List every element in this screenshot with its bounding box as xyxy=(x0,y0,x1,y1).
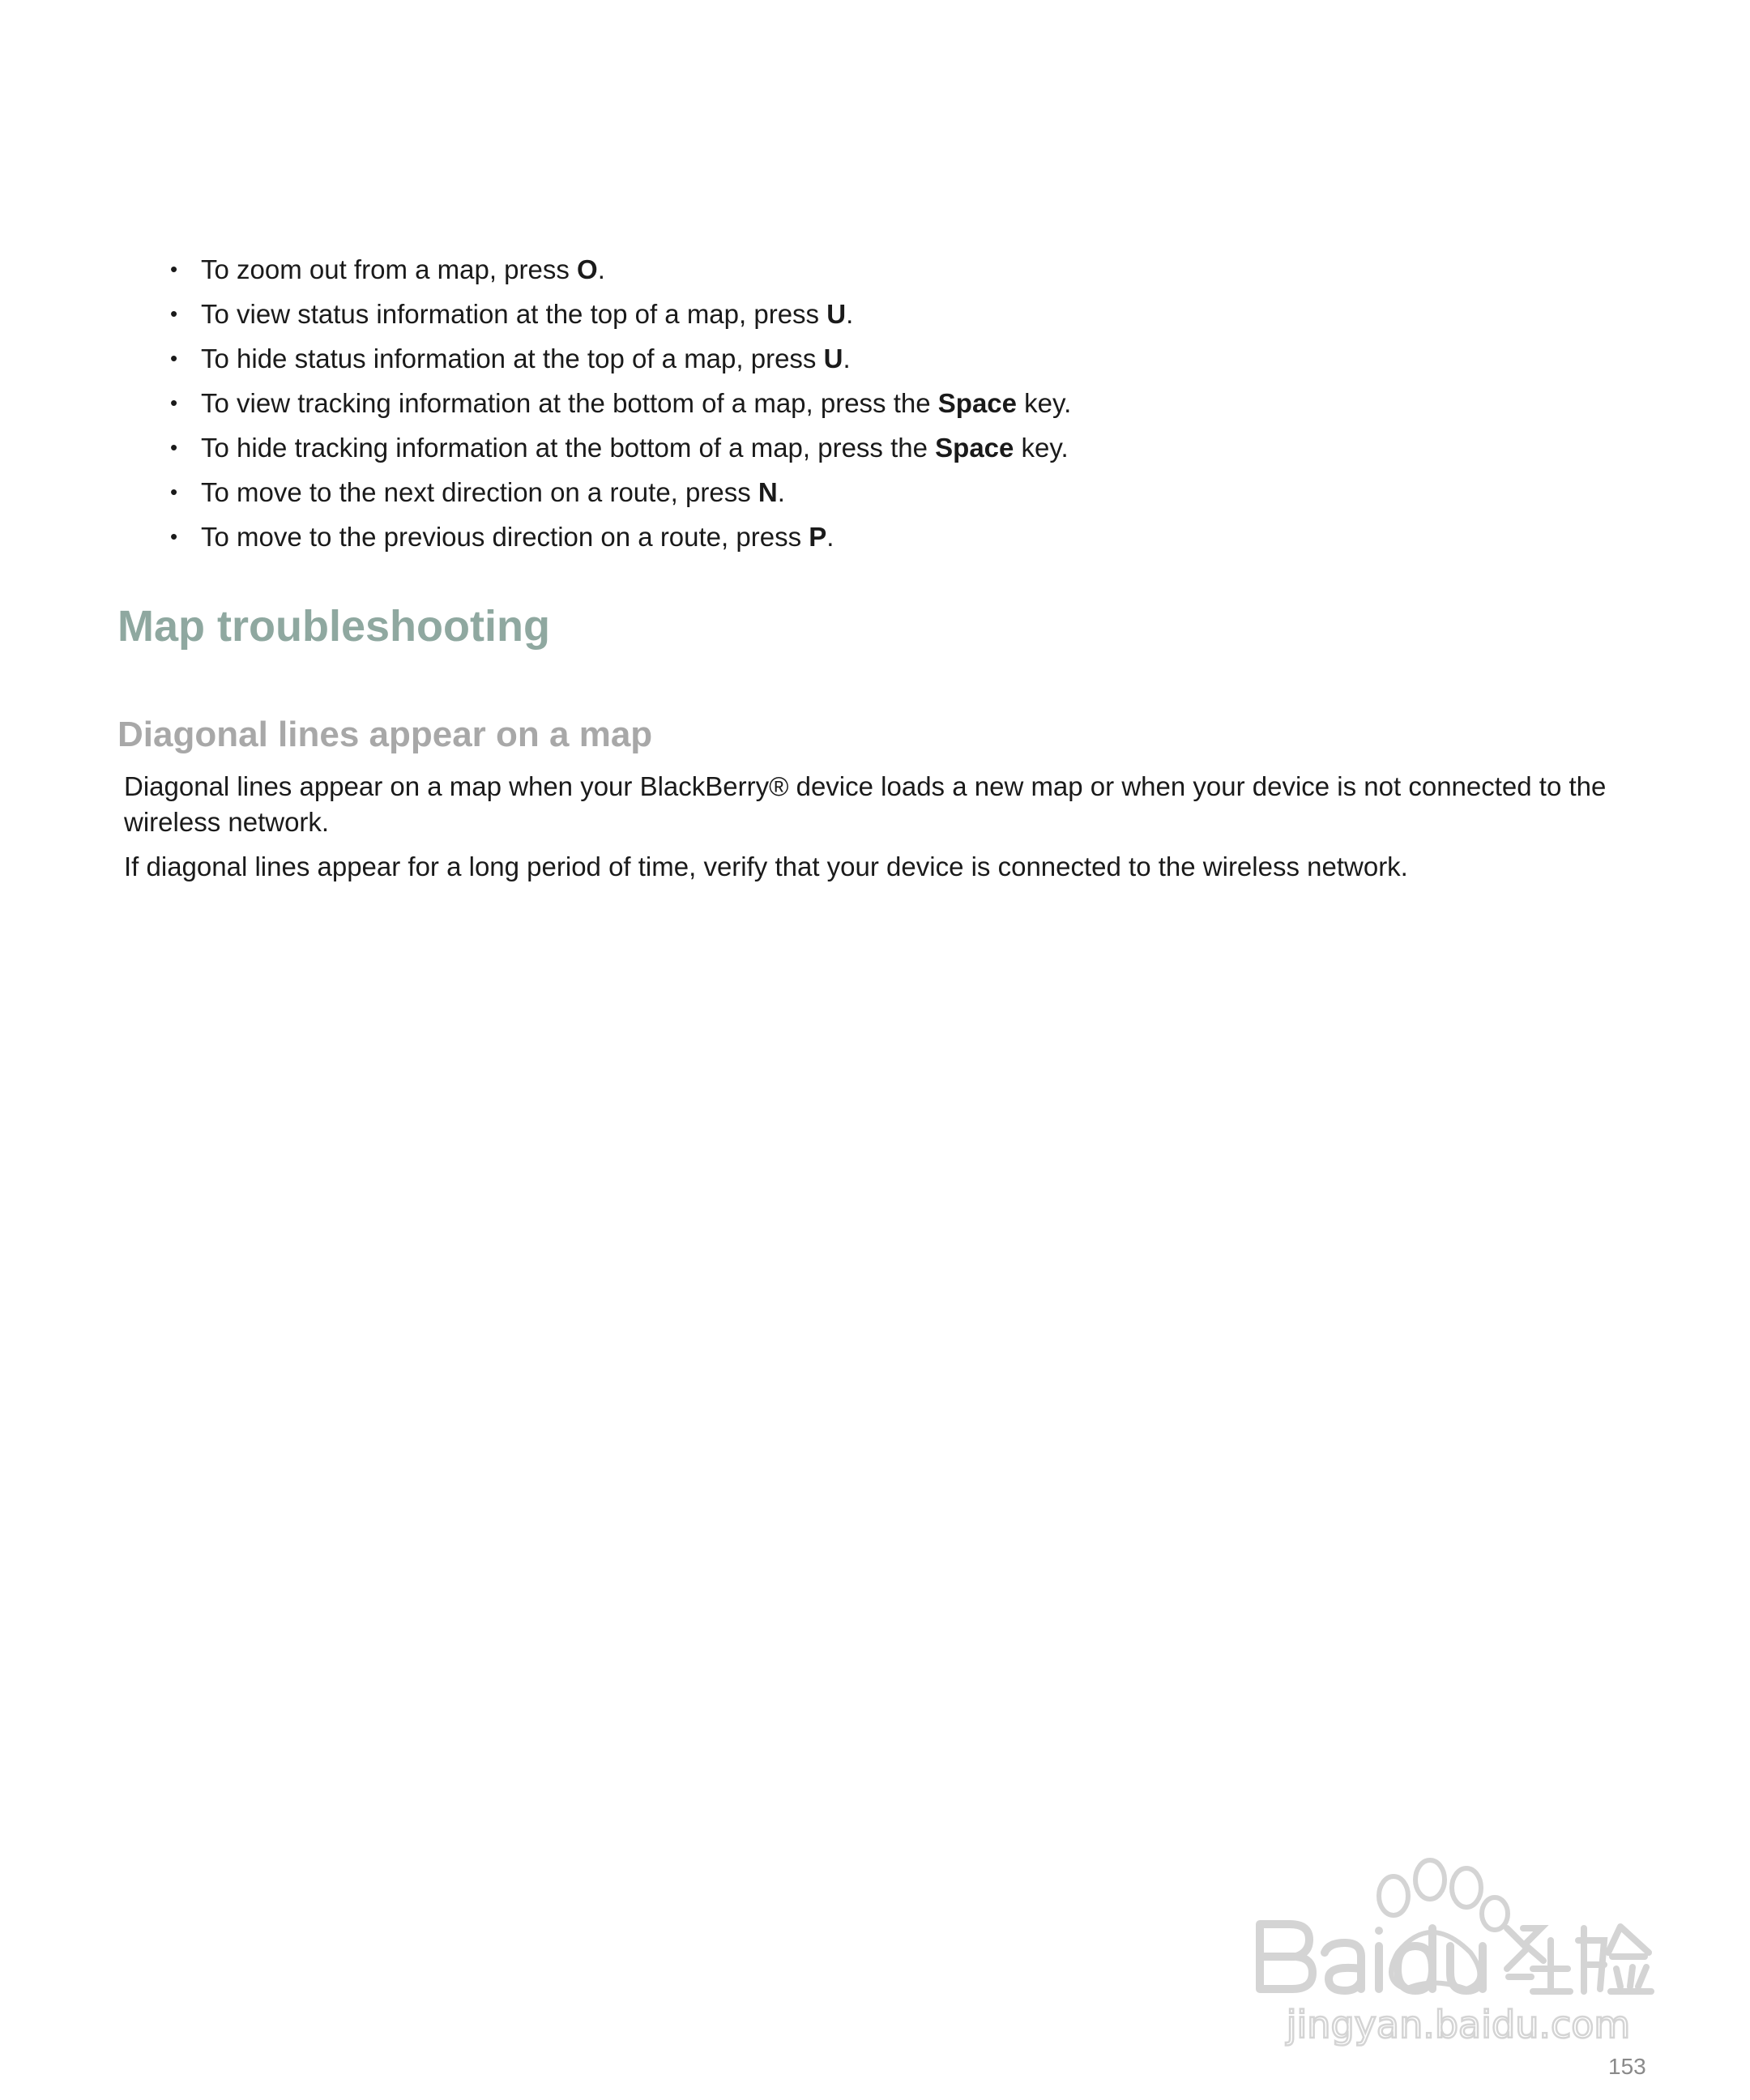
bullet: • xyxy=(170,391,178,415)
page-number: 153 xyxy=(1608,2054,1646,2079)
key-name: Space xyxy=(937,388,1018,418)
body-paragraph: If diagonal lines appear for a long period of time, verify that your device is connected to the wireless network. xyxy=(124,852,1408,881)
bullet: • xyxy=(170,435,178,459)
bullet: • xyxy=(170,346,178,370)
section-title: Map troubleshooting xyxy=(117,602,550,651)
bullet: • xyxy=(170,524,178,548)
bullet: • xyxy=(170,301,178,326)
body-paragraph: Diagonal lines appear on a map when your BlackBerry® device loads a new map or when your device is not connected to the wireless network. xyxy=(124,771,1607,837)
subsection-title: Diagonal lines appear on a map xyxy=(117,715,653,754)
bullet: • xyxy=(170,480,178,504)
key-name: O xyxy=(577,254,598,284)
list-item-text: To move to the previous direction on a route, press P. xyxy=(201,522,834,552)
watermark-url: jingyan.baidu.com xyxy=(1286,2003,1631,2047)
key-name: P xyxy=(809,522,827,552)
list-item-text: To zoom out from a map, press O. xyxy=(201,254,605,284)
baidu-jingyan-watermark xyxy=(1248,1847,1669,2050)
key-name: U xyxy=(826,299,847,329)
key-name: N xyxy=(758,477,778,507)
list-item-text: To move to the next direction on a route, press N. xyxy=(201,477,785,507)
list-item-text: To view status information at the top of a map, press U. xyxy=(201,299,854,329)
bullet: • xyxy=(170,257,178,281)
key-name: U xyxy=(823,344,843,373)
list-item-text: To hide status information at the top of a map, press U. xyxy=(201,344,851,373)
list-item-text: To view tracking information at the bottom of a map, press the Space key. xyxy=(201,388,1072,418)
list-item-text: To hide tracking information at the bottom of a map, press the Space key. xyxy=(201,433,1069,463)
key-name: Space xyxy=(935,433,1014,463)
